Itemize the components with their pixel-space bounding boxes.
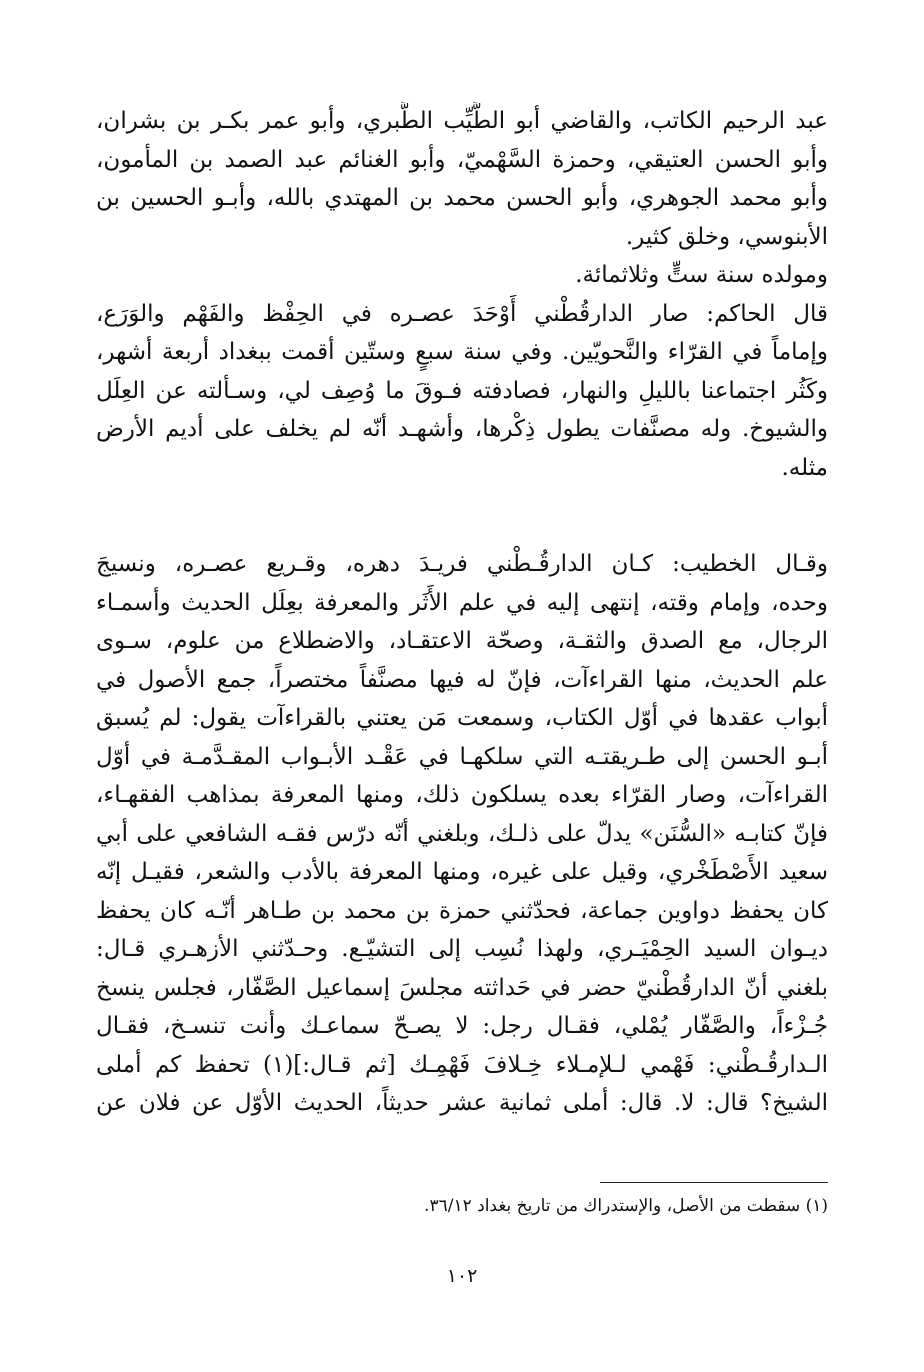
footnote: (١) سقطت من الأصل، والإستدراك من تاريخ بغداد ٣٦/١٢. <box>424 1196 828 1216</box>
text-line: وكَثُر اجتماعنا بالليلِ والنهار، فصادفته فـوقَ ما وُصِف لي، وسـألته عن العِلَل <box>96 377 828 404</box>
text-line: جُـزْءاً، والصَّفّار يُمْلي، فقـال رجل: لا يصـحّ سماعـك وأنت تنسـخ، فقـال <box>96 1013 828 1039</box>
text-line: وإماماً في القرّاء والنَّحويّين. وفي سنة سبعٍ وستّين أقمت ببغداد أربعة أشهر، <box>96 339 828 365</box>
text-line: عبد الرحيم الكاتب، والقاضي أبو الطَّيِّب الطَّبري، وأبو عمر بكـر بن بشران، <box>96 108 828 134</box>
text-line: فإنّ كتابـه «السُّنَن» يدلّ على ذلـك، وبلغني أنّه درّس فقـه الشافعي على أبي <box>96 820 828 847</box>
text-line: الـدارقُـطْني: فَهْمي لـلإمـلاء خِـلافَ فَهْمِـك [ثم قـال:](١) تحفظ كم أملى <box>96 1051 828 1078</box>
paragraph-block-lower <box>96 545 828 1123</box>
footnote-separator <box>600 1182 828 1183</box>
text-line: أبواب عقدها في أوّل الكتاب، وسمعت مَن يعتني بالقراءآت يقول: لم يُسبق <box>96 705 828 731</box>
text-line: كان يحفظ دواوين جماعة، فحدّثني حمزة بن محمد بن طـاهر أنّـه كان يحفظ <box>96 897 828 924</box>
text-line: الرجال، مع الصدق والثقـة، وصحّة الاعتقـاد، والاضطلاع من علوم، سـوى <box>96 628 828 654</box>
text-line: ديـوان السيد الحِمْيَـري، ولهذا نُسِب إلى التشيّـع. وحـدّثني الأزهـري قـال: <box>96 936 828 962</box>
text-line: مثله. <box>781 454 828 481</box>
text-line: وقـال الخطيب: كـان الدارقُـطْني فريـدَ دهره، وقـريع عصـره، ونسيجَ <box>96 551 828 577</box>
text-line: وحده، وإمام وقته، إنتهى إليه في علم الأَثَر والمعرفة بعِلَل الحديث وأسمـاء <box>96 589 828 616</box>
text-line: والشيوخ. وله مصنَّفات يطول ذِكْرها، وأشهـد أنّه لم يخلف على أديم الأرض <box>96 416 828 442</box>
text-line: بلغني أنّ الدارقُطْنيّ حضر في حَداثته مجلسَ إسماعيل الصَّفّار، فجلس ينسخ <box>96 974 828 1001</box>
text-line: سعيد الأَصْطَخْري، وقيل على غيره، ومنها المعرفة بالأدب والشعر، فقيـل إنّه <box>96 859 828 885</box>
text-line: الأبنوسي، وخلق كثير. <box>625 223 828 250</box>
text-line: القراءآت، وصار القرّاء بعده يسلكون ذلك، ومنها المعرفة بمذاهب الفقهـاء، <box>96 782 828 808</box>
paragraph-block-upper <box>96 102 828 487</box>
text-line: قال الحاكم: صار الدارقُطْني أَوْحَدَ عصـره في الحِفْظ والفَهْم والوَرَع، <box>96 300 828 327</box>
text-line: وأبو الحسن العتيقي، وحمزة السَّهْميّ، وأبو الغنائم عبد الصمد بن المأمون، <box>96 146 828 173</box>
text-line: ومولده سنة ستٍّ وثلاثمائة. <box>575 262 828 288</box>
text-line: أبـو الحسن إلى طـريقتـه التي سلكهـا في عَقْـد الأبـواب المقـدَّمـة في أوّل <box>96 743 828 770</box>
page-number: ١٠٢ <box>446 1265 478 1287</box>
text-line: الشيخ؟ قال: لا. قال: أملى ثمانية عشر حديثاً، الحديث الأوّل عن فلان عن <box>96 1090 828 1116</box>
text-line: علم الحديث، منها القراءآت، فإنّ له فيها مصنَّفاً مختصراً، جمع الأصول في <box>96 666 828 693</box>
text-line: وأبو محمد الجوهري، وأبو الحسن محمد بن المهتدي بالله، وأبـو الحسين بن <box>96 185 828 211</box>
